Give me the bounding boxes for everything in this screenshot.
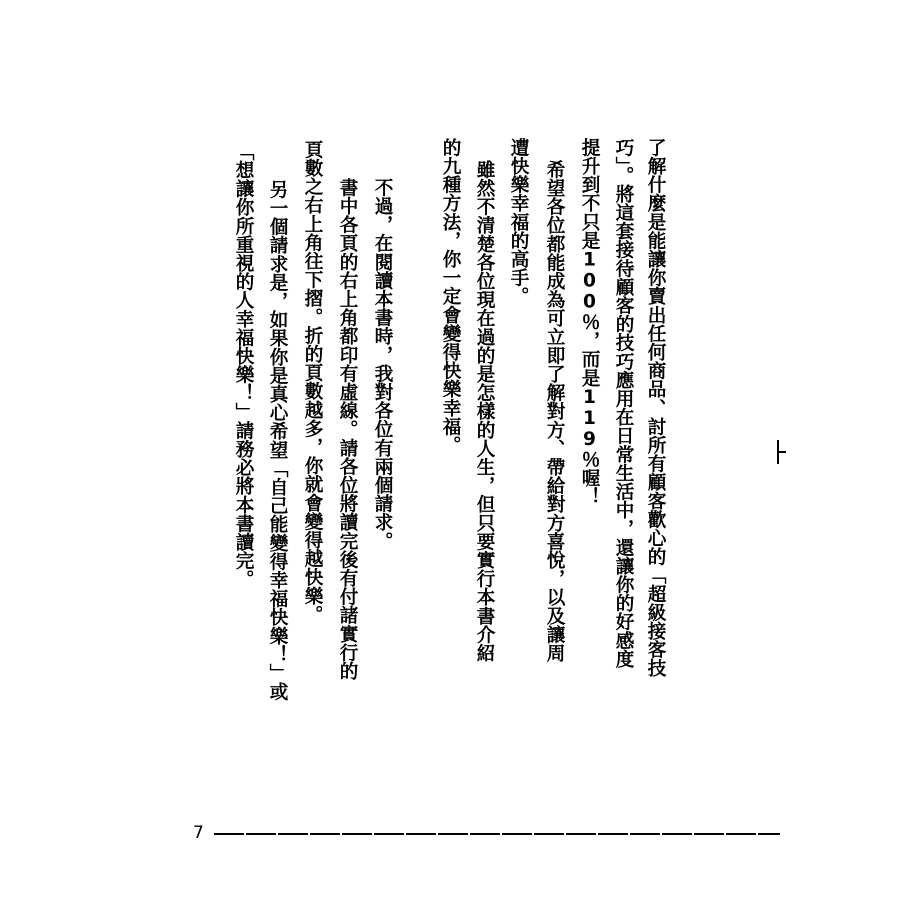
text-column-5: 遭快樂幸福的高手。 [508,138,529,306]
text-column-3: 提升到不只是100％，而是119％喔！ [579,138,600,506]
margin-mark [772,440,786,464]
text-column-6: 雖然不清楚各位現在過的是怎樣的人生，但只要實行本書介紹 [474,160,495,663]
text-column-7: 的九種方法，你一定會變得快樂幸福。 [440,138,461,455]
text-column-12: 「想讓你所重視的人幸福快樂！」請務必將本書讀完。 [233,142,254,589]
page-number: 7 [193,823,204,843]
margin-mark-tick [778,451,786,453]
page-footer [193,822,780,844]
text-column-10: 頁數之右上角往下摺。折的頁數越多，你就會變得越快樂。 [302,140,323,624]
text-column-1: 了解什麼是能讓你賣出任何商品、討所有顧客歡心的「超級接客技 [645,138,666,678]
text-column-11: 另一個請求是，如果你是真心希望「自己能變得幸福快樂！」或 [267,180,288,701]
text-column-8: 不過，在閱讀本書時，我對各位有兩個請求。 [372,178,393,550]
text-column-2: 巧」。將這套接待顧客的技巧應用在日常生活中，還讓你的好感度 [613,138,634,669]
text-column-9: 書中各頁的右上角都印有虛線。請各位將讀完後有付諸實行的 [337,178,358,681]
dashed-fold-line [214,833,780,835]
text-column-4: 希望各位都能成為可立即了解對方、帶給對方喜悅，以及讓周 [544,160,565,663]
